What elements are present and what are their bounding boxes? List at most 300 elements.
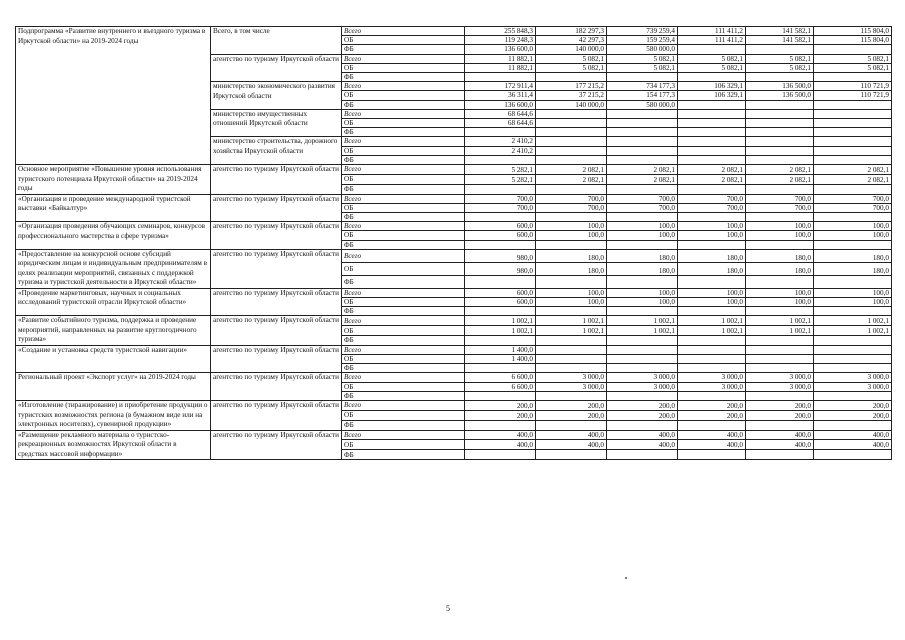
amount-cell: 1 002,1: [536, 316, 607, 326]
amount-cell: 700,0: [465, 203, 536, 212]
amount-cell: [678, 240, 746, 249]
amount-cell: 100,0: [678, 297, 746, 306]
program-name-cell: «Организация и проведение международной туристской выставки «Байкалтур»: [16, 194, 211, 222]
amount-cell: 1 400,0: [465, 355, 536, 364]
funding-source-cell: ОБ: [342, 174, 465, 184]
amount-cell: [465, 155, 536, 164]
amount-cell: 5 082,1: [814, 63, 892, 72]
amount-cell: 100,0: [746, 297, 814, 306]
amount-cell: 5 282,1: [465, 165, 536, 175]
amount-cell: [814, 119, 892, 128]
amount-cell: 5 082,1: [607, 54, 678, 63]
amount-cell: [678, 73, 746, 82]
amount-cell: [536, 146, 607, 155]
amount-cell: [746, 345, 814, 354]
amount-cell: 700,0: [814, 194, 892, 203]
amount-cell: 111 411,2: [678, 27, 746, 36]
amount-cell: [678, 119, 746, 128]
amount-cell: [607, 109, 678, 118]
amount-cell: 11 882,1: [465, 63, 536, 72]
program-name-cell: «Организация проведения обучающих семинаров, конкурсов профессионального мастерства в сфере туризма»: [16, 222, 211, 250]
amount-cell: [746, 307, 814, 316]
amount-cell: [678, 307, 746, 316]
amount-cell: 115 804,0: [814, 27, 892, 36]
amount-cell: 5 282,1: [465, 174, 536, 184]
amount-cell: 600,0: [465, 231, 536, 240]
funding-source-cell: ФБ: [342, 45, 465, 54]
amount-cell: [607, 128, 678, 137]
amount-cell: [536, 119, 607, 128]
amount-cell: 1 002,1: [678, 326, 746, 336]
funding-source-cell: Всего: [342, 249, 465, 262]
program-name-cell: Региональный проект «Экспорт услуг» на 2019-2024 годы: [16, 373, 211, 401]
funding-source-cell: ФБ: [342, 73, 465, 82]
amount-cell: 400,0: [465, 430, 536, 440]
amount-cell: 980,0: [465, 249, 536, 262]
amount-cell: 1 002,1: [465, 326, 536, 336]
executor-cell: Всего, в том числе: [211, 27, 342, 55]
funding-source-cell: ОБ: [342, 326, 465, 336]
amount-cell: [678, 137, 746, 146]
amount-cell: [678, 345, 746, 354]
table-row: [16, 249, 892, 262]
amount-cell: [607, 450, 678, 460]
amount-cell: 100,0: [746, 288, 814, 297]
amount-cell: 200,0: [607, 410, 678, 420]
amount-cell: 400,0: [746, 430, 814, 440]
amount-cell: [814, 355, 892, 364]
amount-cell: 5 082,1: [536, 63, 607, 72]
amount-cell: [814, 345, 892, 354]
funding-source-cell: ОБ: [342, 382, 465, 391]
amount-cell: 2 082,1: [746, 174, 814, 184]
amount-cell: [814, 128, 892, 137]
amount-cell: [814, 240, 892, 249]
amount-cell: 100,0: [678, 222, 746, 231]
amount-cell: 180,0: [607, 249, 678, 262]
table-row: [16, 373, 892, 382]
amount-cell: [465, 420, 536, 430]
funding-source-cell: ФБ: [342, 212, 465, 221]
amount-cell: 136 600,0: [465, 100, 536, 109]
amount-cell: [607, 119, 678, 128]
amount-cell: 200,0: [814, 410, 892, 420]
amount-cell: 100,0: [814, 297, 892, 306]
amount-cell: [814, 420, 892, 430]
table-row: [16, 430, 892, 440]
amount-cell: 5 082,1: [746, 54, 814, 63]
executor-cell: агентство по туризму Иркутской области: [211, 345, 342, 373]
table-row: [16, 27, 892, 36]
amount-cell: 111 411,2: [678, 36, 746, 45]
amount-cell: 3 000,0: [814, 373, 892, 382]
amount-cell: 400,0: [678, 440, 746, 450]
amount-cell: 180,0: [678, 262, 746, 275]
amount-cell: [536, 355, 607, 364]
table-row: [16, 401, 892, 411]
amount-cell: [814, 109, 892, 118]
amount-cell: [607, 73, 678, 82]
funding-source-cell: ОБ: [342, 119, 465, 128]
funding-source-cell: ФБ: [342, 240, 465, 249]
amount-cell: 180,0: [536, 249, 607, 262]
funding-source-cell: Всего: [342, 288, 465, 297]
amount-cell: 100,0: [536, 222, 607, 231]
amount-cell: 159 259,4: [607, 36, 678, 45]
amount-cell: 110 721,9: [814, 82, 892, 91]
amount-cell: [746, 45, 814, 54]
amount-cell: 110 721,9: [814, 91, 892, 100]
amount-cell: 2 410,2: [465, 146, 536, 155]
amount-cell: [536, 420, 607, 430]
amount-cell: 11 882,1: [465, 54, 536, 63]
funding-source-cell: Всего: [342, 82, 465, 91]
funding-source-cell: ОБ: [342, 203, 465, 212]
funding-source-cell: Всего: [342, 345, 465, 354]
amount-cell: 1 002,1: [814, 326, 892, 336]
amount-cell: [746, 100, 814, 109]
funding-source-cell: ОБ: [342, 231, 465, 240]
funding-source-cell: ФБ: [342, 100, 465, 109]
amount-cell: 1 002,1: [607, 326, 678, 336]
amount-cell: [465, 240, 536, 249]
amount-cell: 3 000,0: [536, 373, 607, 382]
amount-cell: 700,0: [465, 194, 536, 203]
amount-cell: 3 000,0: [746, 382, 814, 391]
amount-cell: 100,0: [678, 231, 746, 240]
amount-cell: 5 082,1: [536, 54, 607, 63]
amount-cell: 172 911,4: [465, 82, 536, 91]
amount-cell: [607, 240, 678, 249]
amount-cell: 200,0: [746, 401, 814, 411]
amount-cell: 3 000,0: [814, 382, 892, 391]
amount-cell: 1 400,0: [465, 345, 536, 354]
amount-cell: [607, 146, 678, 155]
funding-source-cell: Всего: [342, 316, 465, 326]
executor-cell: агентство по туризму Иркутской области: [211, 194, 342, 222]
table-row: [16, 345, 892, 354]
amount-cell: 200,0: [678, 401, 746, 411]
amount-cell: [536, 275, 607, 288]
funding-source-cell: ФБ: [342, 184, 465, 194]
amount-cell: 180,0: [678, 249, 746, 262]
amount-cell: 700,0: [678, 194, 746, 203]
program-name-cell: «Проведение маркетинговых, научных и социальных исследований туристской отрасли Иркутской области»: [16, 288, 211, 316]
amount-cell: [536, 109, 607, 118]
amount-cell: [607, 184, 678, 194]
amount-cell: 700,0: [746, 194, 814, 203]
funding-source-cell: ОБ: [342, 355, 465, 364]
amount-cell: 100,0: [607, 297, 678, 306]
amount-cell: [746, 146, 814, 155]
amount-cell: 700,0: [536, 203, 607, 212]
amount-cell: [536, 345, 607, 354]
amount-cell: 136 600,0: [465, 45, 536, 54]
amount-cell: 2 410,2: [465, 137, 536, 146]
table-row: [16, 222, 892, 231]
executor-cell: агентство по туризму Иркутской области: [211, 54, 342, 82]
funding-source-cell: Всего: [342, 194, 465, 203]
amount-cell: [607, 137, 678, 146]
funding-source-cell: ОБ: [342, 440, 465, 450]
program-name-cell: «Предоставление на конкурсной основе субсидий юридическим лицам и индивидуальным предпринимателям в целях реализации мероприятий, связанных с поддержкой туризма и туристской деятельности в Иркутской области»: [16, 249, 211, 288]
program-name-cell: «Размещение рекламного материала о туристско-рекреационных возможностях Иркутской области в средствах массовой информации»: [16, 430, 211, 460]
amount-cell: [814, 45, 892, 54]
amount-cell: [814, 100, 892, 109]
amount-cell: 100,0: [607, 288, 678, 297]
amount-cell: 1 002,1: [746, 326, 814, 336]
funding-source-cell: ОБ: [342, 262, 465, 275]
amount-cell: [607, 391, 678, 400]
amount-cell: 140 000,0: [536, 100, 607, 109]
amount-cell: [678, 146, 746, 155]
amount-cell: 100,0: [814, 231, 892, 240]
amount-cell: 100,0: [814, 288, 892, 297]
amount-cell: 1 002,1: [814, 316, 892, 326]
amount-cell: 700,0: [607, 194, 678, 203]
amount-cell: 2 082,1: [678, 165, 746, 175]
amount-cell: [814, 336, 892, 346]
table-row: [16, 194, 892, 203]
amount-cell: 100,0: [814, 222, 892, 231]
amount-cell: 1 002,1: [465, 316, 536, 326]
amount-cell: [536, 184, 607, 194]
amount-cell: [607, 307, 678, 316]
amount-cell: [814, 364, 892, 373]
amount-cell: 5 082,1: [678, 54, 746, 63]
amount-cell: [678, 155, 746, 164]
amount-cell: 100,0: [746, 231, 814, 240]
amount-cell: 106 329,1: [678, 82, 746, 91]
amount-cell: 200,0: [536, 410, 607, 420]
amount-cell: 36 311,4: [465, 91, 536, 100]
amount-cell: [746, 275, 814, 288]
amount-cell: [746, 212, 814, 221]
amount-cell: [678, 212, 746, 221]
funding-source-cell: Всего: [342, 401, 465, 411]
amount-cell: 400,0: [814, 440, 892, 450]
amount-cell: [746, 364, 814, 373]
funding-source-cell: ФБ: [342, 307, 465, 316]
funding-source-cell: ФБ: [342, 391, 465, 400]
amount-cell: [536, 155, 607, 164]
amount-cell: [536, 450, 607, 460]
amount-cell: 700,0: [678, 203, 746, 212]
amount-cell: [678, 355, 746, 364]
amount-cell: [678, 450, 746, 460]
table-row: [16, 165, 892, 175]
funding-source-cell: Всего: [342, 373, 465, 382]
amount-cell: [607, 155, 678, 164]
funding-source-cell: Всего: [342, 430, 465, 440]
executor-cell: агентство по туризму Иркутской области: [211, 222, 342, 250]
funding-source-cell: ОБ: [342, 91, 465, 100]
amount-cell: 100,0: [607, 222, 678, 231]
amount-cell: 600,0: [465, 288, 536, 297]
amount-cell: 136 500,0: [746, 91, 814, 100]
amount-cell: [746, 450, 814, 460]
funding-source-cell: ОБ: [342, 36, 465, 45]
amount-cell: [465, 307, 536, 316]
amount-cell: 255 848,3: [465, 27, 536, 36]
amount-cell: 2 082,1: [536, 174, 607, 184]
amount-cell: [536, 128, 607, 137]
amount-cell: 136 500,0: [746, 82, 814, 91]
amount-cell: 6 600,0: [465, 382, 536, 391]
amount-cell: 1 002,1: [536, 326, 607, 336]
amount-cell: [678, 420, 746, 430]
amount-cell: [746, 73, 814, 82]
amount-cell: 1 002,1: [746, 316, 814, 326]
page-number: 5: [446, 604, 450, 613]
amount-cell: [465, 336, 536, 346]
amount-cell: [814, 212, 892, 221]
amount-cell: 3 000,0: [678, 373, 746, 382]
amount-cell: [814, 391, 892, 400]
amount-cell: 5 082,1: [814, 54, 892, 63]
amount-cell: 200,0: [607, 401, 678, 411]
funding-source-cell: ОБ: [342, 410, 465, 420]
program-name-cell: «Создание и установка средств туристской навигации»: [16, 345, 211, 373]
amount-cell: [465, 128, 536, 137]
amount-cell: 3 000,0: [536, 382, 607, 391]
amount-cell: 180,0: [746, 262, 814, 275]
amount-cell: [465, 184, 536, 194]
amount-cell: 180,0: [607, 262, 678, 275]
amount-cell: 182 297,3: [536, 27, 607, 36]
executor-cell: агентство по туризму Иркутской области: [211, 249, 342, 288]
amount-cell: 100,0: [536, 231, 607, 240]
amount-cell: 2 082,1: [536, 165, 607, 175]
funding-source-cell: Всего: [342, 222, 465, 231]
amount-cell: 700,0: [607, 203, 678, 212]
amount-cell: 980,0: [465, 262, 536, 275]
amount-cell: 400,0: [607, 430, 678, 440]
amount-cell: 739 259,4: [607, 27, 678, 36]
amount-cell: [678, 391, 746, 400]
program-name-cell: Основное мероприятие «Повышение уровня использования туристского потенциала Иркутской области» на 2019-2024 годы: [16, 165, 211, 195]
amount-cell: 200,0: [536, 401, 607, 411]
amount-cell: [536, 364, 607, 373]
amount-cell: 200,0: [465, 401, 536, 411]
amount-cell: [678, 364, 746, 373]
amount-cell: [746, 184, 814, 194]
amount-cell: 400,0: [536, 440, 607, 450]
amount-cell: [746, 355, 814, 364]
amount-cell: 3 000,0: [678, 382, 746, 391]
amount-cell: 154 177,3: [607, 91, 678, 100]
amount-cell: 580 000,0: [607, 45, 678, 54]
amount-cell: 180,0: [746, 249, 814, 262]
amount-cell: [746, 240, 814, 249]
amount-cell: 2 082,1: [746, 165, 814, 175]
funding-source-cell: ФБ: [342, 128, 465, 137]
amount-cell: [746, 128, 814, 137]
amount-cell: 3 000,0: [607, 382, 678, 391]
executor-cell: министерство строительства, дорожного хозяйства Иркутской области: [211, 137, 342, 165]
amount-cell: [607, 420, 678, 430]
amount-cell: 2 082,1: [607, 165, 678, 175]
amount-cell: [814, 450, 892, 460]
funding-source-cell: ФБ: [342, 450, 465, 460]
funding-source-cell: Всего: [342, 27, 465, 36]
amount-cell: 200,0: [678, 410, 746, 420]
amount-cell: 400,0: [465, 440, 536, 450]
amount-cell: [536, 240, 607, 249]
amount-cell: 200,0: [814, 401, 892, 411]
amount-cell: 180,0: [536, 262, 607, 275]
executor-cell: агентство по туризму Иркутской области: [211, 373, 342, 401]
amount-cell: 600,0: [465, 222, 536, 231]
amount-cell: 1 002,1: [607, 316, 678, 326]
funding-source-cell: ФБ: [342, 155, 465, 164]
amount-cell: 5 082,1: [746, 63, 814, 72]
amount-cell: [678, 275, 746, 288]
amount-cell: 37 215,2: [536, 91, 607, 100]
amount-cell: [465, 73, 536, 82]
executor-cell: агентство по туризму Иркутской области: [211, 430, 342, 460]
amount-cell: [536, 391, 607, 400]
amount-cell: [746, 155, 814, 164]
amount-cell: 100,0: [536, 288, 607, 297]
amount-cell: 400,0: [536, 430, 607, 440]
amount-cell: [746, 119, 814, 128]
amount-cell: 3 000,0: [607, 373, 678, 382]
amount-cell: 2 082,1: [607, 174, 678, 184]
amount-cell: 140 000,0: [536, 45, 607, 54]
amount-cell: [746, 420, 814, 430]
amount-cell: 3 000,0: [746, 373, 814, 382]
amount-cell: 180,0: [814, 262, 892, 275]
amount-cell: [746, 137, 814, 146]
amount-cell: [536, 73, 607, 82]
amount-cell: [814, 184, 892, 194]
amount-cell: 106 329,1: [678, 91, 746, 100]
amount-cell: [536, 307, 607, 316]
amount-cell: 2 082,1: [678, 174, 746, 184]
amount-cell: [607, 275, 678, 288]
amount-cell: 5 082,1: [607, 63, 678, 72]
funding-source-cell: ФБ: [342, 420, 465, 430]
executor-cell: агентство по туризму Иркутской области: [211, 288, 342, 316]
amount-cell: 115 804,0: [814, 36, 892, 45]
amount-cell: 68 644,6: [465, 119, 536, 128]
amount-cell: [678, 109, 746, 118]
amount-cell: 400,0: [814, 430, 892, 440]
amount-cell: 1 002,1: [678, 316, 746, 326]
amount-cell: 700,0: [746, 203, 814, 212]
amount-cell: [536, 137, 607, 146]
amount-cell: [678, 128, 746, 137]
amount-cell: 5 082,1: [678, 63, 746, 72]
amount-cell: 141 582,1: [746, 27, 814, 36]
amount-cell: [814, 146, 892, 155]
amount-cell: 100,0: [678, 288, 746, 297]
amount-cell: [678, 184, 746, 194]
funding-source-cell: Всего: [342, 109, 465, 118]
amount-cell: 400,0: [607, 440, 678, 450]
amount-cell: [465, 212, 536, 221]
amount-cell: 580 000,0: [607, 100, 678, 109]
amount-cell: [746, 336, 814, 346]
amount-cell: 400,0: [678, 430, 746, 440]
amount-cell: 2 082,1: [814, 165, 892, 175]
amount-cell: [814, 155, 892, 164]
amount-cell: 600,0: [465, 297, 536, 306]
amount-cell: [536, 212, 607, 221]
amount-cell: [607, 345, 678, 354]
funding-source-cell: ОБ: [342, 63, 465, 72]
